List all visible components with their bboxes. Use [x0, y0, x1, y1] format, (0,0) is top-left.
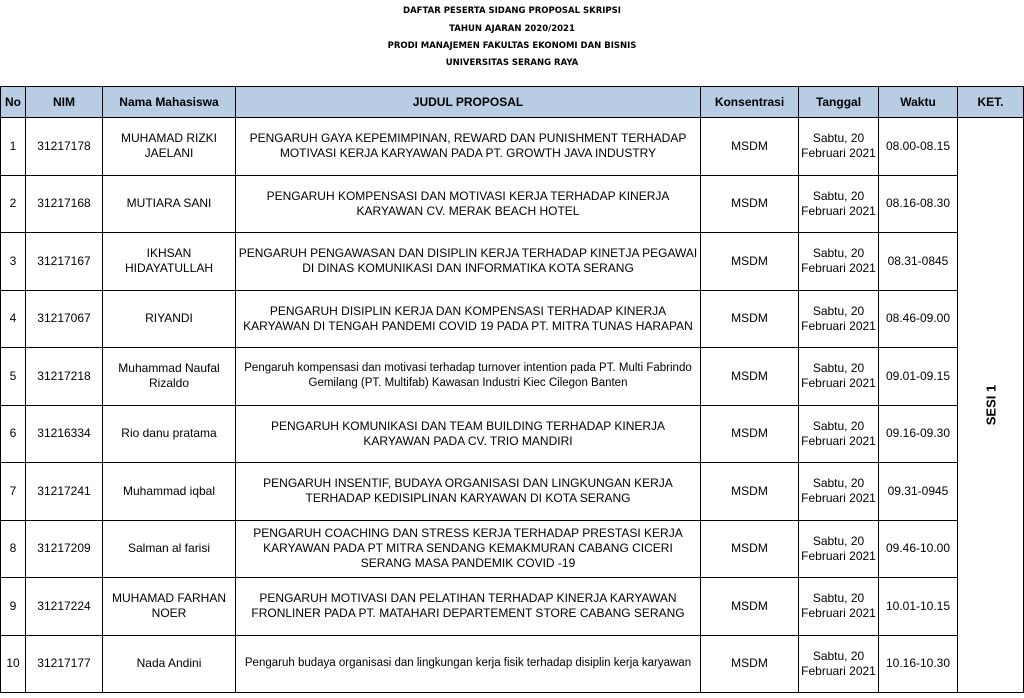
- table-row: [1, 290, 1024, 348]
- cell-nama: MUHAMAD RIZKI JAELANI: [103, 118, 236, 176]
- cell-judul: PENGARUH KOMUNIKASI DAN TEAM BUILDING TERHADAP KINERJA KARYAWAN PADA CV. TRIO MANDIRI: [236, 405, 701, 463]
- header-academic-year: TAHUN AJARAN 2020/2021: [449, 24, 575, 34]
- cell-waktu: 10.01-10.15: [879, 578, 958, 636]
- cell-judul: PENGARUH KOMPENSASI DAN MOTIVASI KERJA TERHADAP KINERJA KARYAWAN CV. MERAK BEACH HOTEL: [236, 175, 701, 233]
- cell-tanggal: Sabtu, 20 Februari 2021: [799, 233, 879, 291]
- cell-tanggal: Sabtu, 20 Februari 2021: [799, 175, 879, 233]
- col-header-ket: KET.: [958, 87, 1024, 118]
- table-row: [1, 578, 1024, 636]
- cell-nim: 31216334: [26, 405, 103, 463]
- cell-nim: 31217224: [26, 578, 103, 636]
- cell-waktu: 08.16-08.30: [879, 175, 958, 233]
- col-header-waktu: Waktu: [879, 87, 958, 118]
- table-row: [1, 233, 1024, 291]
- cell-tanggal: Sabtu, 20 Februari 2021: [799, 463, 879, 521]
- cell-nama: IKHSAN HIDAYATULLAH: [103, 233, 236, 291]
- cell-judul: PENGARUH COACHING DAN STRESS KERJA TERHADAP PRESTASI KERJA KARYAWAN PADA PT MITRA SENDANG KEMAKMURAN CABANG CICERI SERANG MASA PANDEMIK COVID -19: [236, 520, 701, 578]
- cell-nama: RIYANDI: [103, 290, 236, 348]
- cell-nim: 31217178: [26, 118, 103, 176]
- cell-tanggal: Sabtu, 20 Februari 2021: [799, 348, 879, 406]
- header-title: DAFTAR PESERTA SIDANG PROPOSAL SKRIPSI: [403, 6, 621, 16]
- cell-nama: MUTIARA SANI: [103, 175, 236, 233]
- col-header-nim: NIM: [26, 87, 103, 118]
- table-row: [1, 463, 1024, 521]
- cell-no: 10: [1, 635, 26, 693]
- cell-waktu: 09.16-09.30: [879, 405, 958, 463]
- table-row: [1, 635, 1024, 693]
- cell-nama: MUHAMAD FARHAN NOER: [103, 578, 236, 636]
- cell-waktu: 09.31-0945: [879, 463, 958, 521]
- cell-judul: PENGARUH INSENTIF, BUDAYA ORGANISASI DAN LINGKUNGAN KERJA TERHADAP KEDISIPLINAN KARYAWAN DI KOTA SERANG: [236, 463, 701, 521]
- cell-no: 6: [1, 405, 26, 463]
- cell-konsentrasi: MSDM: [701, 578, 799, 636]
- table-row: [1, 520, 1024, 578]
- cell-nim: 31217167: [26, 233, 103, 291]
- cell-tanggal: Sabtu, 20 Februari 2021: [799, 290, 879, 348]
- cell-judul: PENGARUH GAYA KEPEMIMPINAN, REWARD DAN PUNISHMENT TERHADAP MOTIVASI KERJA KARYAWAN PADA PT. GROWTH JAVA INDUSTRY: [236, 118, 701, 176]
- table-row: [1, 405, 1024, 463]
- cell-judul: PENGARUH MOTIVASI DAN PELATIHAN TERHADAP KINERJA KARYAWAN FRONLINER PADA PT. MATAHARI DEPARTEMENT STORE CABANG SERANG: [236, 578, 701, 636]
- cell-no: 4: [1, 290, 26, 348]
- cell-no: 8: [1, 520, 26, 578]
- col-header-no: No: [1, 87, 26, 118]
- cell-no: 1: [1, 118, 26, 176]
- document-header: [0, 0, 1024, 86]
- cell-ket-session: [958, 118, 1024, 693]
- cell-konsentrasi: MSDM: [701, 405, 799, 463]
- cell-waktu: 08.00-08.15: [879, 118, 958, 176]
- cell-tanggal: Sabtu, 20 Februari 2021: [799, 118, 879, 176]
- cell-no: 3: [1, 233, 26, 291]
- cell-konsentrasi: MSDM: [701, 118, 799, 176]
- cell-waktu: 08.46-09.00: [879, 290, 958, 348]
- table-row: [1, 118, 1024, 176]
- cell-judul: PENGARUH PENGAWASAN DAN DISIPLIN KERJA TERHADAP KINETJA PEGAWAI DI DINAS KOMUNIKASI DAN INFORMATIKA KOTA SERANG: [236, 233, 701, 291]
- header-program: PRODI MANAJEMEN FAKULTAS EKONOMI DAN BISNIS: [387, 41, 637, 51]
- cell-konsentrasi: MSDM: [701, 175, 799, 233]
- col-header-nama: Nama Mahasiswa: [103, 87, 236, 118]
- cell-nim: 31217177: [26, 635, 103, 693]
- cell-nama: Muhammad iqbal: [103, 463, 236, 521]
- participants-table: [0, 86, 1024, 693]
- cell-konsentrasi: MSDM: [701, 635, 799, 693]
- cell-no: 9: [1, 578, 26, 636]
- col-header-judul: JUDUL PROPOSAL: [236, 87, 701, 118]
- cell-tanggal: Sabtu, 20 Februari 2021: [799, 520, 879, 578]
- cell-tanggal: Sabtu, 20 Februari 2021: [799, 578, 879, 636]
- cell-nama: Salman al farisi: [103, 520, 236, 578]
- table-row: [1, 175, 1024, 233]
- cell-waktu: 08.31-0845: [879, 233, 958, 291]
- cell-nim: 31217241: [26, 463, 103, 521]
- cell-judul: Pengaruh budaya organisasi dan lingkungan kerja fisik terhadap disiplin kerja karyawan: [236, 635, 701, 693]
- cell-nim: 31217209: [26, 520, 103, 578]
- cell-waktu: 09.01-09.15: [879, 348, 958, 406]
- cell-konsentrasi: MSDM: [701, 348, 799, 406]
- table-header-row: [1, 87, 1024, 118]
- cell-judul: PENGARUH DISIPLIN KERJA DAN KOMPENSASI TERHADAP KINERJA KARYAWAN DI TENGAH PANDEMI COVID 19 PADA PT. MITRA TUNAS HARAPAN: [236, 290, 701, 348]
- cell-tanggal: Sabtu, 20 Februari 2021: [799, 405, 879, 463]
- cell-no: 7: [1, 463, 26, 521]
- cell-no: 5: [1, 348, 26, 406]
- cell-konsentrasi: MSDM: [701, 463, 799, 521]
- cell-no: 2: [1, 175, 26, 233]
- cell-nama: Muhammad Naufal Rizaldo: [103, 348, 236, 406]
- table-row: [1, 348, 1024, 406]
- cell-nim: 31217168: [26, 175, 103, 233]
- cell-konsentrasi: MSDM: [701, 233, 799, 291]
- cell-judul: Pengaruh kompensasi dan motivasi terhadap turnover intention pada PT. Multi Fabrindo Gemilang (PT. Multifab) Kawasan Industri Kiec Cilegon Banten: [236, 348, 701, 406]
- cell-waktu: 09.46-10.00: [879, 520, 958, 578]
- col-header-konsentrasi: Konsentrasi: [701, 87, 799, 118]
- col-header-tanggal: Tanggal: [799, 87, 879, 118]
- cell-nim: 31217067: [26, 290, 103, 348]
- cell-tanggal: Sabtu, 20 Februari 2021: [799, 635, 879, 693]
- cell-nim: 31217218: [26, 348, 103, 406]
- session-label: SESI 1: [983, 384, 998, 426]
- cell-konsentrasi: MSDM: [701, 290, 799, 348]
- cell-waktu: 10.16-10.30: [879, 635, 958, 693]
- cell-nama: Rio danu pratama: [103, 405, 236, 463]
- cell-nama: Nada Andini: [103, 635, 236, 693]
- header-university: UNIVERSITAS SERANG RAYA: [445, 58, 579, 68]
- cell-konsentrasi: MSDM: [701, 520, 799, 578]
